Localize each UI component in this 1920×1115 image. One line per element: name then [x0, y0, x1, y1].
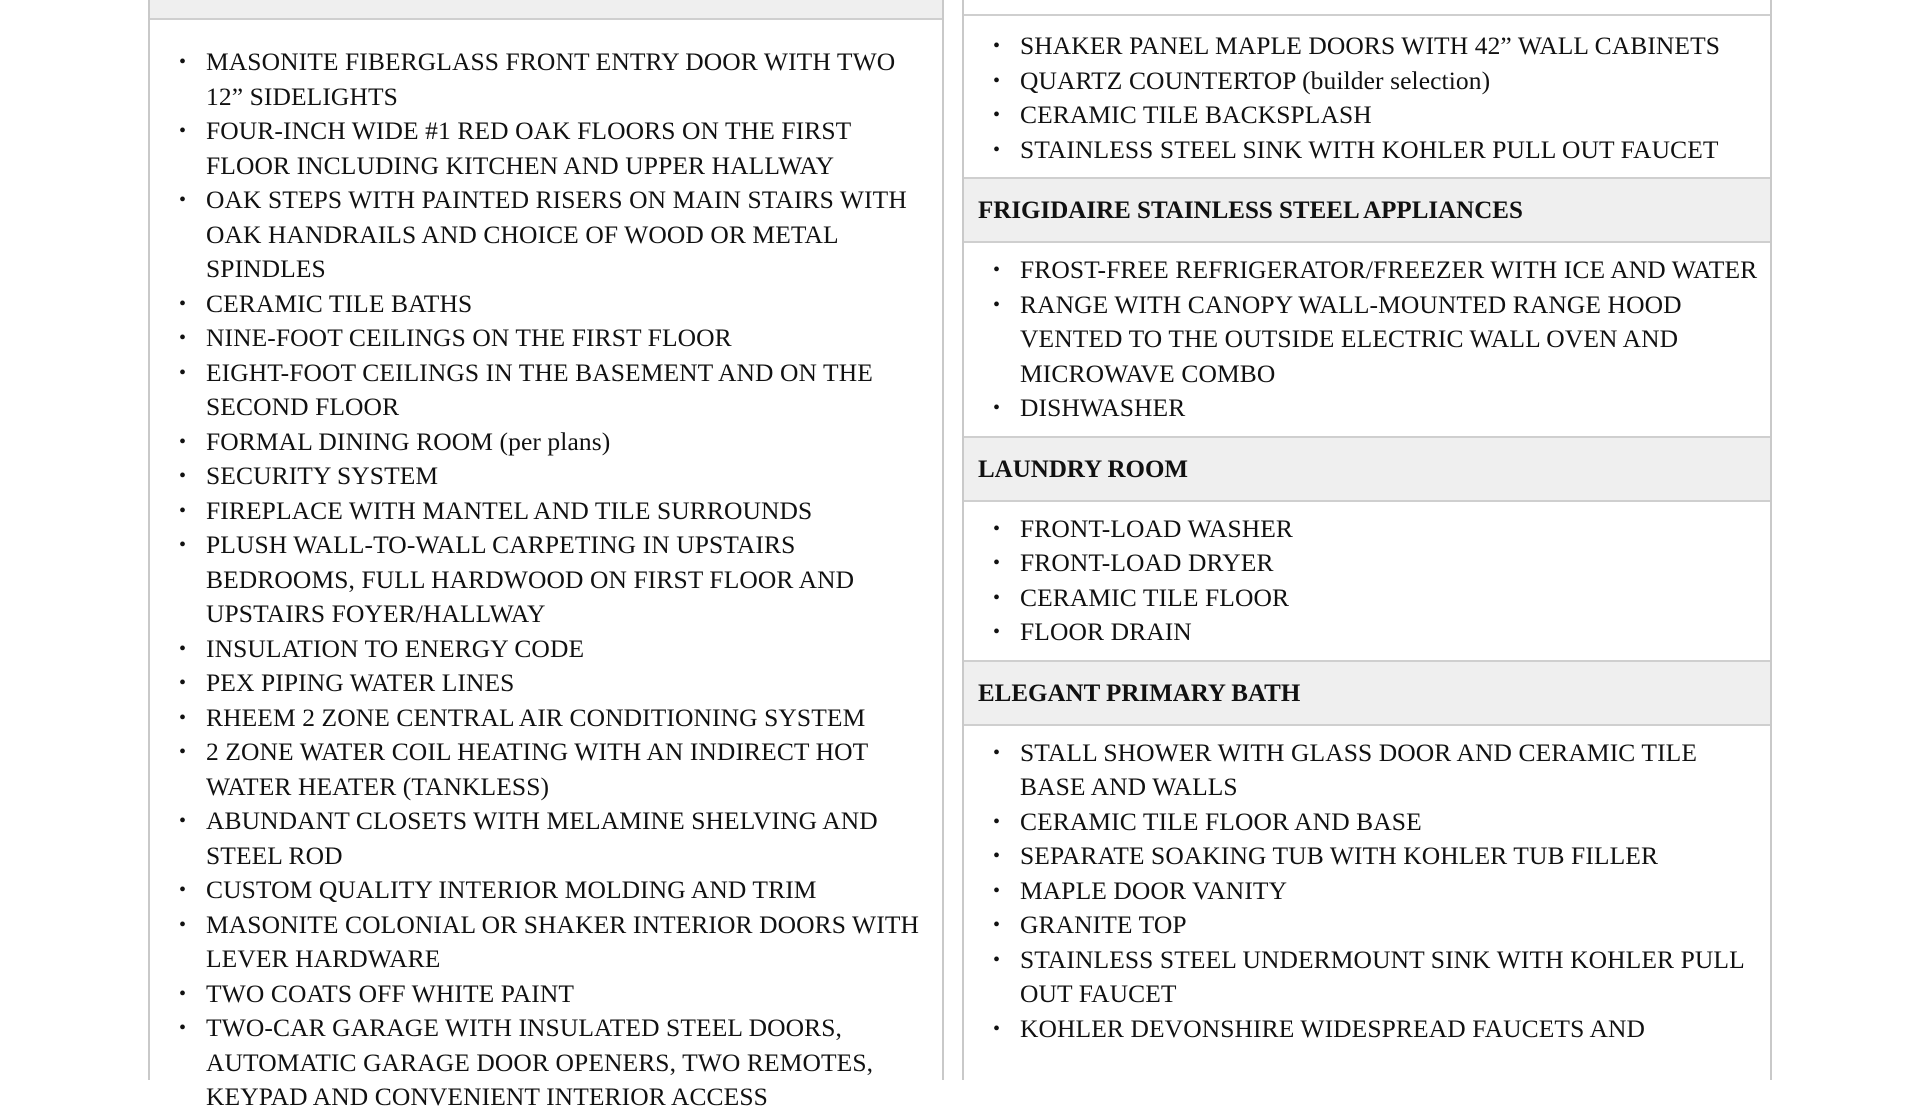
list-item: • CERAMIC TILE BATHS	[206, 287, 934, 322]
appliances-section-title: FRIGIDAIRE STAINLESS STEEL APPLIANCES	[964, 177, 1770, 243]
list-item: • RANGE WITH CANOPY WALL-MOUNTED RANGE HOOD VENTED TO THE OUTSIDE ELECTRIC WALL OVEN AND MICROWAVE COMBO	[1020, 288, 1764, 392]
list-item: • QUARTZ COUNTERTOP (builder selection)	[1020, 64, 1764, 99]
list-item: • SECURITY SYSTEM	[206, 459, 934, 494]
list-item: • CERAMIC TILE FLOOR AND BASE	[1020, 805, 1764, 840]
list-item: • PLUSH WALL-TO-WALL CARPETING IN UPSTAIRS BEDROOMS, FULL HARDWOOD ON FIRST FLOOR AND UPSTAIRS FOYER/HALLWAY	[206, 528, 934, 632]
list-item: • STAINLESS STEEL SINK WITH KOHLER PULL OUT FAUCET	[1020, 133, 1764, 168]
list-item: • MAPLE DOOR VANITY	[1020, 874, 1764, 909]
list-item: • EIGHT-FOOT CEILINGS IN THE BASEMENT AND ON THE SECOND FLOOR	[206, 356, 934, 425]
list-item: • TWO-CAR GARAGE WITH INSULATED STEEL DOORS, AUTOMATIC GARAGE DOOR OPENERS, TWO REMOTES, KEYPAD AND CONVENIENT INTERIOR ACCESS	[206, 1011, 934, 1115]
list-item: • FORMAL DINING ROOM (per plans)	[206, 425, 934, 460]
list-item: • FRONT-LOAD WASHER	[1020, 512, 1764, 547]
list-item: • CERAMIC TILE BACKSPLASH	[1020, 98, 1764, 133]
right-panel-header-band	[964, 0, 1770, 16]
list-item: • RHEEM 2 ZONE CENTRAL AIR CONDITIONING SYSTEM	[206, 701, 934, 736]
laundry-section	[964, 502, 1770, 660]
list-item: • FIREPLACE WITH MANTEL AND TILE SURROUNDS	[206, 494, 934, 529]
list-item: • KOHLER DEVONSHIRE WIDESPREAD FAUCETS AND	[1020, 1012, 1764, 1047]
list-item: • FLOOR DRAIN	[1020, 615, 1764, 650]
list-item: • OAK STEPS WITH PAINTED RISERS ON MAIN STAIRS WITH OAK HANDRAILS AND CHOICE OF WOOD OR METAL SPINDLES	[206, 183, 934, 287]
appliances-list	[1020, 253, 1764, 426]
list-item: • STALL SHOWER WITH GLASS DOOR AND CERAMIC TILE BASE AND WALLS	[1020, 736, 1764, 805]
list-item: • ABUNDANT CLOSETS WITH MELAMINE SHELVING AND STEEL ROD	[206, 804, 934, 873]
list-item: • DISHWASHER	[1020, 391, 1764, 426]
list-item: • SEPARATE SOAKING TUB WITH KOHLER TUB FILLER	[1020, 839, 1764, 874]
primary-bath-section	[964, 726, 1770, 1057]
list-item: • STAINLESS STEEL UNDERMOUNT SINK WITH KOHLER PULL OUT FAUCET	[1020, 943, 1764, 1012]
kitchen-cabinets-list	[1020, 29, 1764, 167]
list-item: • CUSTOM QUALITY INTERIOR MOLDING AND TRIM	[206, 873, 934, 908]
list-item: • MASONITE FIBERGLASS FRONT ENTRY DOOR WITH TWO 12” SIDELIGHTS	[206, 45, 934, 114]
list-item: • FOUR-INCH WIDE #1 RED OAK FLOORS ON THE FIRST FLOOR INCLUDING KITCHEN AND UPPER HALLWAY	[206, 114, 934, 183]
list-item: • CERAMIC TILE FLOOR	[1020, 581, 1764, 616]
kitchen-cabinets-section	[964, 16, 1770, 177]
list-item: • FRONT-LOAD DRYER	[1020, 546, 1764, 581]
primary-bath-section-title: ELEGANT PRIMARY BATH	[964, 660, 1770, 726]
general-features-list	[150, 20, 942, 1115]
right-feature-panel	[962, 0, 1772, 1080]
laundry-section-title: LAUNDRY ROOM	[964, 436, 1770, 502]
primary-bath-list	[1020, 736, 1764, 1047]
left-feature-panel	[148, 0, 944, 1111]
list-item: • TWO COATS OFF WHITE PAINT	[206, 977, 934, 1012]
list-item: • FROST-FREE REFRIGERATOR/FREEZER WITH ICE AND WATER	[1020, 253, 1764, 288]
appliances-section	[964, 243, 1770, 436]
list-item: • MASONITE COLONIAL OR SHAKER INTERIOR DOORS WITH LEVER HARDWARE	[206, 908, 934, 977]
list-item: • PEX PIPING WATER LINES	[206, 666, 934, 701]
list-item: • SHAKER PANEL MAPLE DOORS WITH 42” WALL CABINETS	[1020, 29, 1764, 64]
list-item: • GRANITE TOP	[1020, 908, 1764, 943]
laundry-list	[1020, 512, 1764, 650]
list-item: • 2 ZONE WATER COIL HEATING WITH AN INDIRECT HOT WATER HEATER (TANKLESS)	[206, 735, 934, 804]
list-item: • INSULATION TO ENERGY CODE	[206, 632, 934, 667]
left-panel-header-band	[150, 0, 942, 20]
list-item: • NINE-FOOT CEILINGS ON THE FIRST FLOOR	[206, 321, 934, 356]
